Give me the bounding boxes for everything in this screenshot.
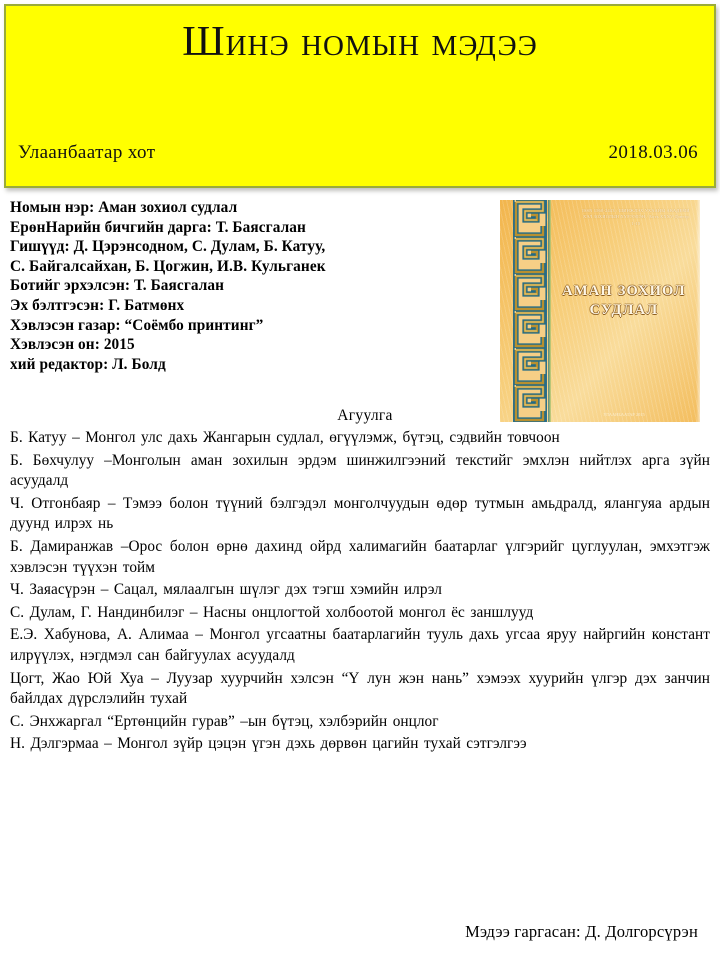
contents-item: Ч. Отгонбаяр – Тэмээ болон түүний бэлгэдэл монголчуудын өдөр тутмын амьдралд, ялангуяа ардын дуунд илрэх нь <box>10 494 710 533</box>
contents-item: Е.Э. Хабунова, А. Алимаа – Монгол угсаатны баатарлагийн тууль дахь угсаа яруу найргийн констант илрүүлэх, нэгдмэл сан байгуулах асуудалд <box>10 626 710 664</box>
book-info-line: Эх бэлтгэсэн: Г. Батмөнх <box>10 296 185 314</box>
contents-item: Б. Дамиранжав –Орос болон өрнө дахинд ойрд халимагийн баатарлаг үлгэрийг цуглуулан, эмхэтгэж хэвлэсэн түүхэн тойм <box>10 537 710 576</box>
book-info-line: Хэвлэсэн он: 2015 <box>10 336 135 354</box>
book-info-line: Хэвлэсэн газар: “Соёмбо принтинг” <box>10 316 264 334</box>
book-info-line: Гишүүд: Д. Цэрэнсодном, С. Дулам, Б. Катуу, <box>10 238 326 256</box>
contents-list <box>10 428 710 757</box>
book-info-block <box>10 198 480 374</box>
book-cover-image <box>500 200 700 422</box>
page-title: Шинэ номын мэдээ <box>182 19 538 65</box>
cover-imprint-footer: УЛААНБААТАР 2015 <box>603 412 645 417</box>
contents-item: Н. Дэлгэрмаа – Монгол зүйр цэцэн үгэн дэхь дөрвөн цагийн тухай сэтгэлгээ <box>10 735 527 753</box>
meander-border-ornament <box>513 200 547 422</box>
contents-item: С. Дулам, Г. Нандинбилэг – Насны онцлогтой холбоотой монгол ёс заншлууд <box>10 603 534 621</box>
book-info-line: Номын нэр: Аман зохиол судлал <box>10 199 238 216</box>
footer-credit: Мэдээ гаргасан: Д. Долгорсүрэн <box>465 922 698 941</box>
book-info-line: С. Байгалсайхан, Б. Цогжин, И.В. Кульганек <box>10 257 326 275</box>
header-date-label: 2018.03.06 <box>608 142 698 163</box>
cover-title: АМАН ЗОХИОЛ СУДЛАЛ <box>562 283 686 318</box>
contents-item: С. Энхжаргал “Ертөнцийн гурав” –ын бүтэц, хэлбэрийн онцлог <box>10 712 439 730</box>
book-info-line: ЕрөнНарийн бичгийн дарга: Т. Баясгалан <box>10 218 306 236</box>
header-city-label: Улаанбаатар хот <box>18 142 156 163</box>
contents-item: Б. Катуу – Монгол улс дахь Жангарын судлал, өгүүлэмж, бүтэц, сэдвийн товчоон <box>10 429 560 446</box>
contents-heading: Агуулга <box>337 407 393 424</box>
book-info-line: хий редактор: Л. Болд <box>10 355 166 373</box>
header-banner <box>4 4 716 188</box>
contents-item: Ч. Заяасүрэн – Сацал, мялаалгын шүлэг дэх тэгш хэмийн илрэл <box>10 581 442 599</box>
contents-item: Б. Бөхчулуу –Монголын аман зохилын эрдэм шинжилгээний текстийг эмхлэн нийтлэх арга зүйн асуудалд <box>10 451 710 490</box>
cover-imprint-code: ISSN 1560-2443 / ШИНЖЛЭХ УХААНЫ АКАДЕМИ ХЭЛ ЗОХИОЛЫН ХҮРЭЭЛЭН / Боть XXXV Дэвтэр 1-15 <box>582 208 690 226</box>
cover-accent-rule <box>548 200 551 422</box>
book-info-line: Ботийг эрхэлсэн: Т. Баясгалан <box>10 277 225 295</box>
contents-item: Цогт, Жао Юй Хуа – Луузар хуурчийн хэлсэн “Ү лун жэн нань” хэмээх хуурийн үлгэр дэх занчин байлдах дүрслэлийн тухай <box>10 669 710 708</box>
